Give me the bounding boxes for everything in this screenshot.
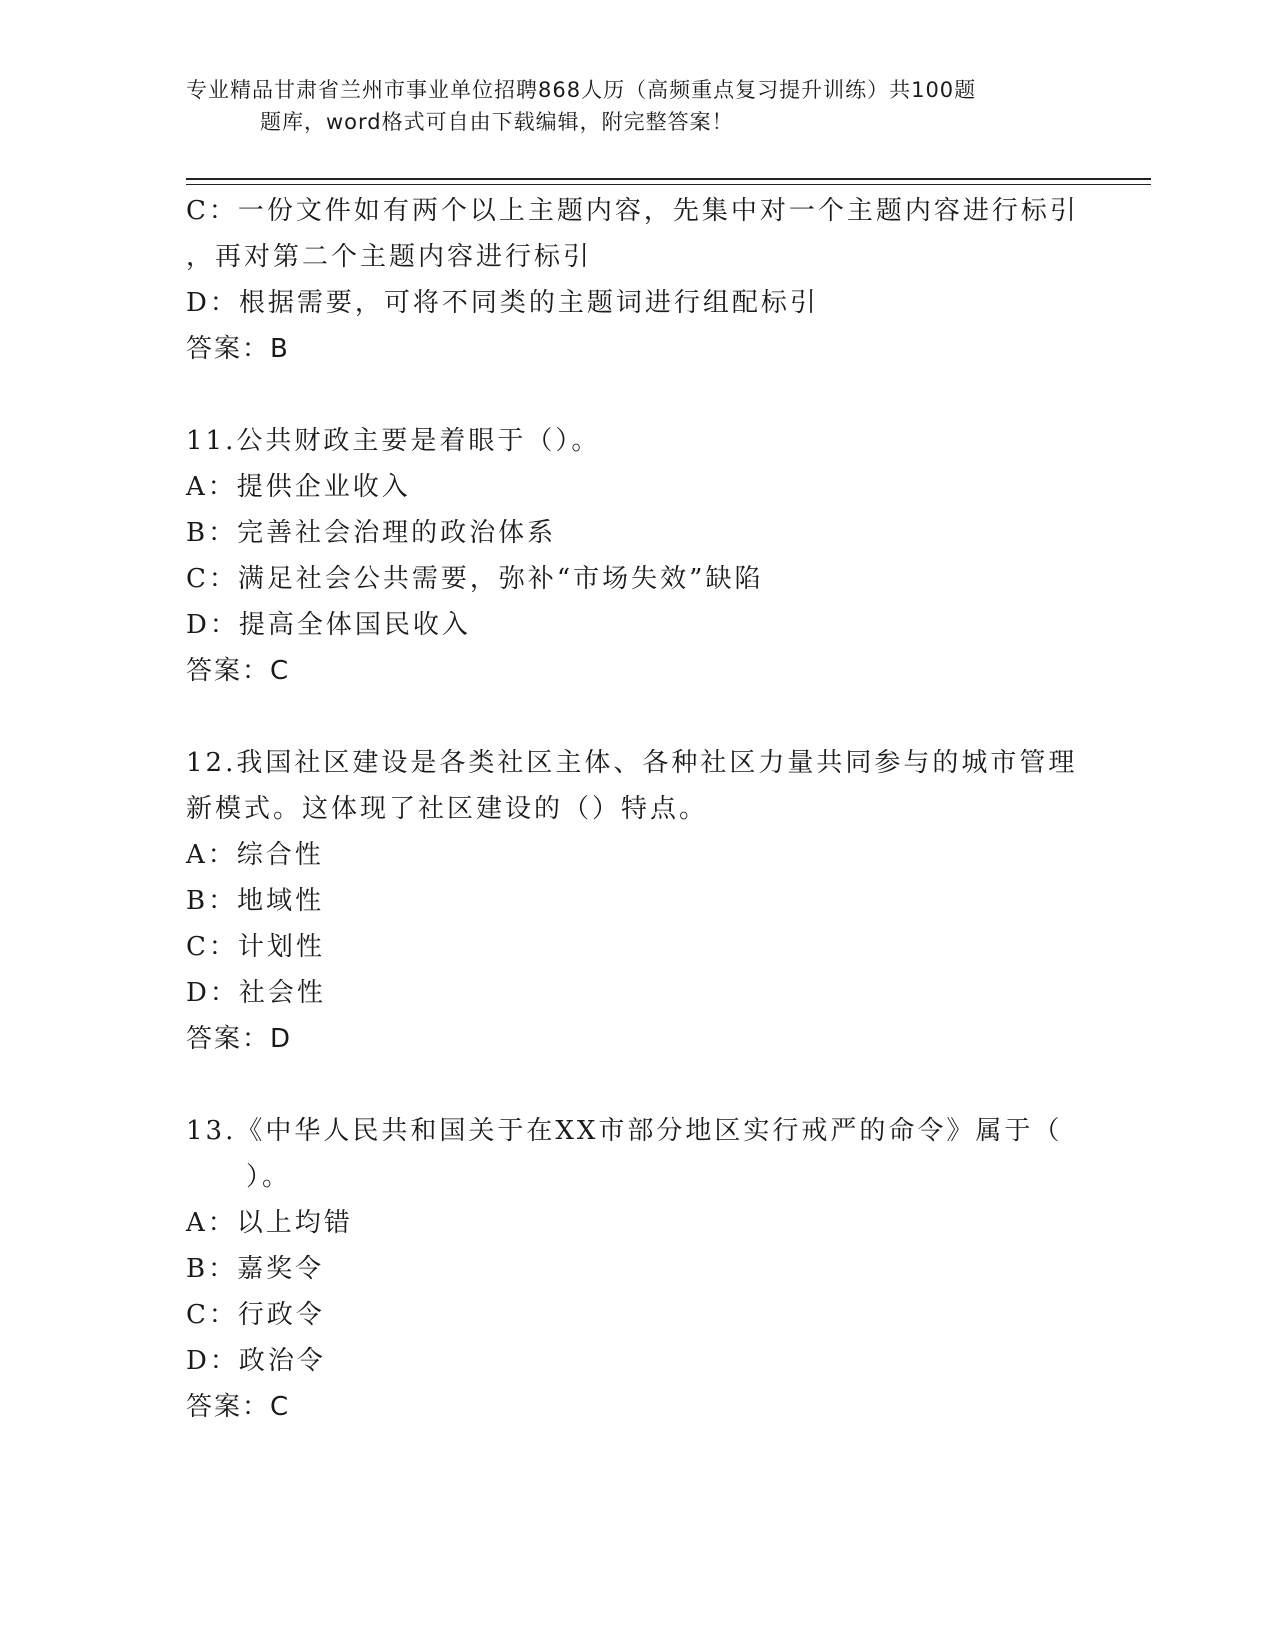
answer: 答案：C [186, 1392, 291, 1422]
option-d: D：社会性 [186, 978, 326, 1008]
question-11 [186, 418, 1086, 694]
question-stem-line-1: 13.《中华人民共和国关于在XX市部分地区实行戒严的命令》属于（ [186, 1116, 1063, 1146]
option-b: B：完善社会治理的政治体系 [186, 518, 557, 548]
header-divider-thick [186, 178, 1151, 180]
question-stem-line-2: ）。 [246, 1162, 292, 1192]
answer: 答案：D [186, 1024, 293, 1054]
option-a: A：以上均错 [186, 1208, 353, 1238]
question-stem-line-2: 新模式。这体现了社区建设的（）特点。 [186, 794, 709, 824]
option-c: C：计划性 [186, 932, 325, 962]
question-list [186, 188, 1086, 1430]
header-title-line-1: 专业精品甘肃省兰州市事业单位招聘868人历（高频重点复习提升训练）共100题 [186, 78, 977, 102]
option-d: D：根据需要，可将不同类的主题词进行组配标引 [186, 288, 819, 318]
option-b: B：地域性 [186, 886, 325, 916]
spacer [186, 372, 1086, 418]
option-d: D：政治令 [186, 1346, 326, 1376]
header-title-line-2: 题库，word格式可自由下载编辑，附完整答案！ [260, 110, 734, 134]
answer: 答案：C [186, 656, 291, 686]
option-c-line-2: ，再对第二个主题内容进行标引 [186, 242, 593, 272]
option-c: C：满足社会公共需要，弥补“市场失效”缺陷 [186, 564, 764, 594]
document-header [186, 74, 1086, 138]
question-12 [186, 740, 1086, 1062]
question-stem: 11.公共财政主要是着眼于（）。 [186, 426, 601, 456]
answer: 答案：B [186, 334, 290, 364]
header-divider-thin [186, 184, 1151, 185]
option-c: C：行政令 [186, 1300, 325, 1330]
spacer [186, 1062, 1086, 1108]
option-d: D：提高全体国民收入 [186, 610, 471, 640]
option-b: B：嘉奖令 [186, 1254, 325, 1284]
question-13 [186, 1108, 1086, 1430]
spacer [186, 694, 1086, 740]
question-stem-line-1: 12.我国社区建设是各类社区主体、各种社区力量共同参与的城市管理 [186, 748, 1078, 778]
option-a: A：提供企业收入 [186, 472, 411, 502]
question-10-tail [186, 188, 1086, 372]
option-c-line-1: C：一份文件如有两个以上主题内容，先集中对一个主题内容进行标引 [186, 196, 1079, 226]
option-a: A：综合性 [186, 840, 324, 870]
